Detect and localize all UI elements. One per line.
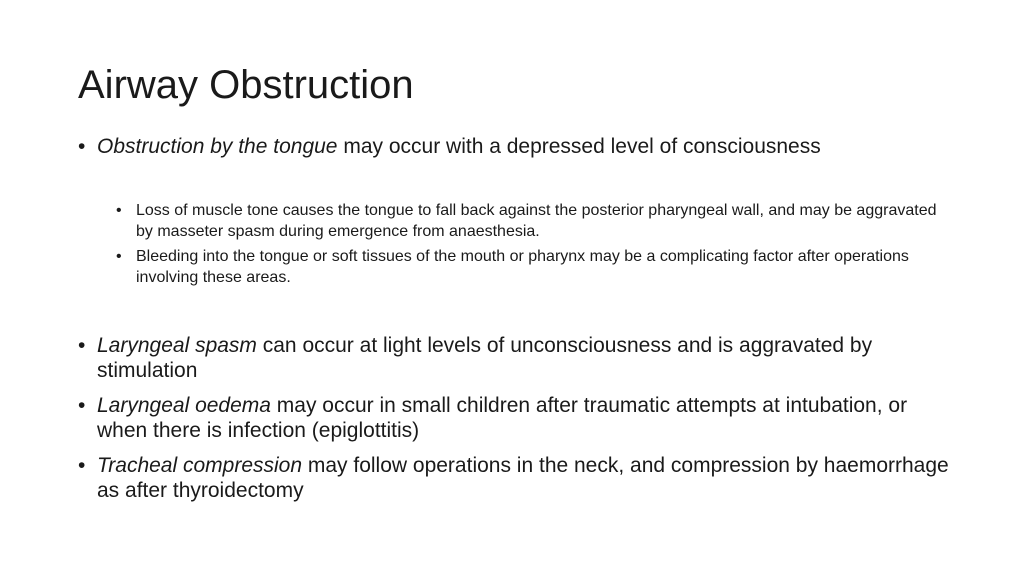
bullet-text [97, 333, 958, 383]
slide-title: Airway Obstruction [78, 63, 414, 107]
bullet-body: can occur at light levels of unconsciousness and is aggravated by stimulation [97, 334, 873, 382]
bullet-marker: • [78, 334, 86, 357]
bullet-body: may follow operations in the neck, and compression by haemorrhage as after thyroidectomy [97, 454, 949, 502]
sub-bullet-muscle-tone [116, 200, 946, 242]
bullet-laryngeal-oedema [78, 393, 958, 443]
bullet-emphasis: Laryngeal spasm [97, 334, 257, 357]
bullet-text [97, 393, 958, 443]
bullet-laryngeal-spasm [78, 333, 958, 383]
bullet-marker: • [78, 135, 86, 158]
bullet-obstruction-by-tongue [78, 134, 958, 159]
bullet-text [97, 134, 821, 159]
sub-bullet-marker: • [116, 202, 122, 219]
bullet-text [97, 453, 958, 503]
sub-bullet-text: Loss of muscle tone causes the tongue to fall back against the posterior pharyngeal wall, and may be aggravated by masseter spasm during emergence from anaesthesia. [136, 202, 937, 240]
sub-bullet-bleeding [116, 246, 946, 288]
bullet-marker: • [78, 394, 86, 417]
bullet-emphasis: Obstruction by the tongue [97, 135, 338, 158]
sub-bullet-text: Bleeding into the tongue or soft tissues of the mouth or pharynx may be a complicating factor after operations involving these areas. [136, 248, 909, 286]
bullet-tracheal-compression [78, 453, 958, 503]
bullet-body: may occur with a depressed level of consciousness [337, 135, 821, 158]
bullet-emphasis: Laryngeal oedema [97, 394, 271, 417]
bullet-emphasis: Tracheal compression [97, 454, 303, 477]
bullet-body: may occur in small children after traumatic attempts at intubation, or when there is infection (epiglottitis) [97, 394, 908, 442]
sub-bullet-marker: • [116, 248, 122, 265]
bullet-marker: • [78, 454, 86, 477]
